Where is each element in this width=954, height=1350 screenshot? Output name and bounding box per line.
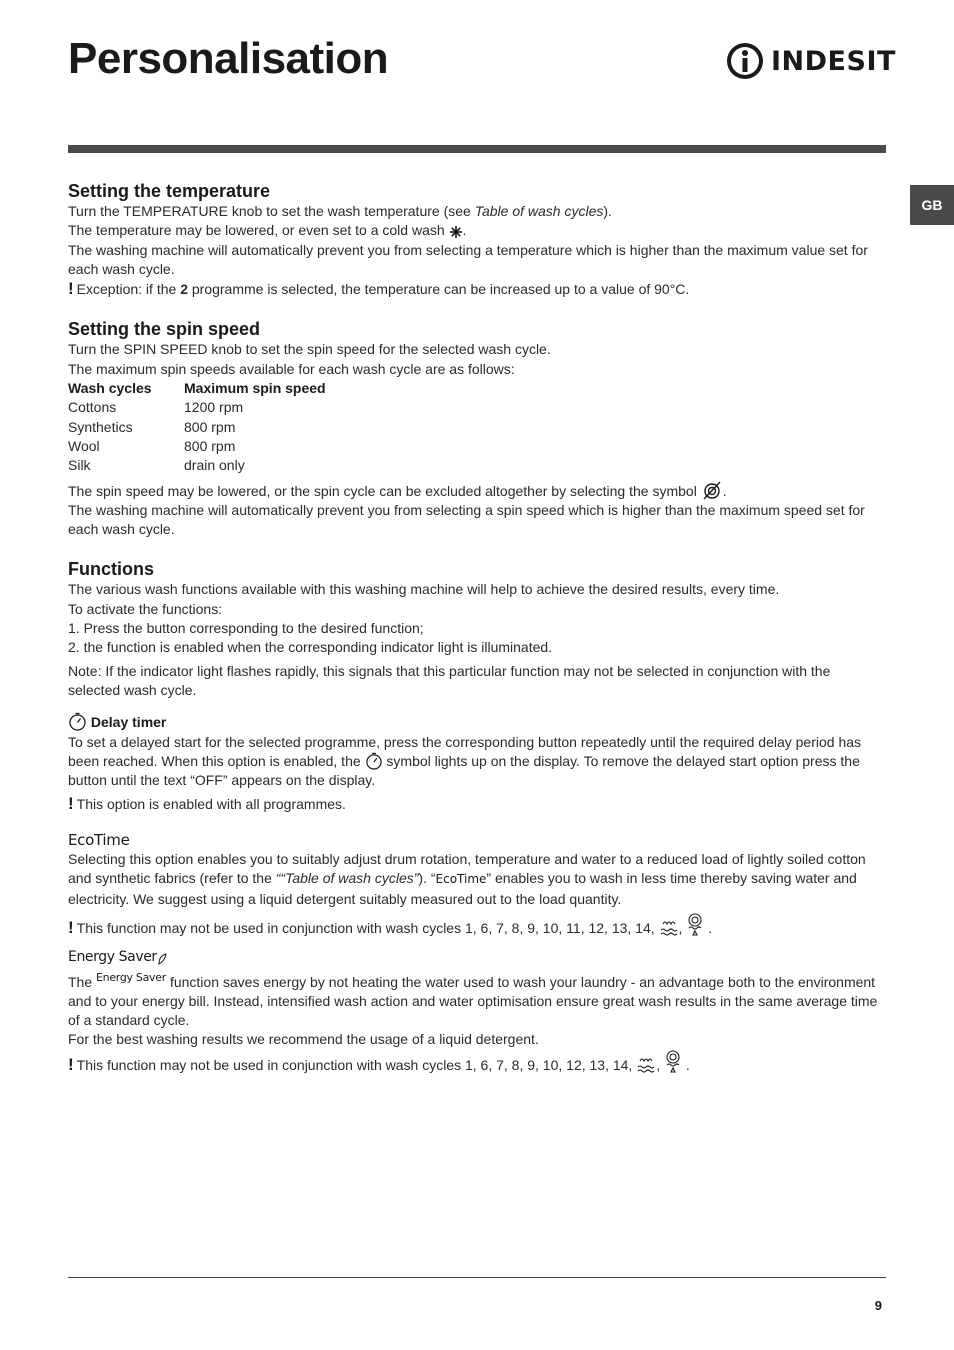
functions-note: Note: If the indicator light flashes rapidly, this signals that this particular function may not be selected in conjunction with the selected wash cycle.	[68, 662, 831, 698]
functions-section	[68, 559, 886, 1075]
content	[68, 181, 886, 1095]
no-spin-icon	[701, 480, 723, 500]
table-header: Wash cycles	[68, 380, 152, 397]
spin-section	[68, 319, 886, 539]
temperature-text-3: The washing machine will automatically prevent you from selecting a temperature which is higher than the maximum value set for each wash cycle.	[68, 241, 868, 277]
spin-text-2: The maximum spin speeds available for each wash cycle are as follows:	[68, 360, 515, 377]
wool-cycle-icon	[659, 919, 679, 937]
page-number: 9	[874, 1298, 882, 1313]
footer-rule	[68, 1277, 886, 1278]
spin-text-4: The washing machine will automatically prevent you from selecting a spin speed which is higher than the maximum speed set for each wash cycle.	[68, 501, 865, 538]
delay-timer-block	[68, 712, 886, 814]
table-cell-speed: 1200 rpm	[184, 399, 244, 416]
functions-text-2: To activate the functions:	[68, 600, 223, 617]
brand-wordmark: INDESIT	[771, 45, 896, 77]
table-cell-cycle: Wool	[68, 437, 100, 454]
warning-mark: !	[68, 1054, 74, 1074]
spin-text-1: Turn the SPIN SPEED knob to set the spin speed for the selected wash cycle.	[68, 341, 551, 358]
delay-timer-heading: Delay timer	[68, 712, 886, 732]
language-tab: GB	[910, 185, 954, 225]
silk-cycle-icon	[686, 913, 704, 937]
temperature-text-2: The temperature may be lowered, or even set to a cold wash .	[68, 222, 467, 239]
functions-step-1: 1. Press the button corresponding to the desired function;	[68, 620, 424, 637]
table-cell-cycle: Silk	[68, 457, 91, 474]
spin-heading: Setting the spin speed	[68, 319, 261, 340]
temperature-section	[68, 181, 886, 299]
table-header: Maximum spin speed	[184, 380, 326, 397]
functions-text-1: The various wash functions available with this washing machine will help to achieve the desired results, every time.	[68, 581, 780, 598]
functions-step-2: 2. the function is enabled when the corresponding indicator light is illuminated.	[68, 639, 553, 656]
timer-icon	[68, 712, 87, 731]
warning-mark: !	[68, 794, 74, 814]
ecotime-block	[68, 831, 886, 938]
timer-icon	[365, 752, 383, 770]
ecotime-inline-logo: EcoTime	[435, 872, 487, 887]
energy-saver-logo: Energy Saver	[68, 948, 886, 967]
energy-saver-inline-logo: Energy Saver	[96, 970, 166, 984]
temperature-text-1: Turn the TEMPERATURE knob to set the wash temperature (see Table of wash cycles).	[68, 203, 612, 219]
indesit-i-icon	[725, 40, 765, 82]
silk-cycle-icon	[664, 1050, 682, 1074]
energy-saver-block	[68, 948, 886, 1075]
temperature-heading: Setting the temperature	[68, 181, 271, 201]
functions-heading: Functions	[68, 559, 154, 580]
spin-speed-table	[68, 379, 886, 475]
table-cell-speed: 800 rpm	[184, 418, 236, 435]
table-cell-cycle: Synthetics	[68, 418, 133, 435]
header-rule	[68, 145, 886, 153]
temperature-exception: ! Exception: if the 2 programme is selected, the temperature can be increased up to a value of 90°C.	[68, 279, 690, 299]
energy-saver-text-2: For the best washing results we recommend the usage of a liquid detergent.	[68, 1031, 539, 1048]
delay-timer-warning: ! This option is enabled with all programmes.	[68, 794, 346, 814]
table-cell-cycle: Cottons	[68, 399, 117, 416]
page-title: Personalisation	[68, 34, 389, 83]
ecotime-logo: EcoTime	[68, 830, 130, 849]
delay-timer-text: To set a delayed start for the selected programme, press the corresponding button repeatedly until the required delay period has been reached. When this option is enabled, the symbol lights up on the display. To remove the delayed start option press the button until the text “OFF” appears on the display.	[68, 733, 862, 789]
ecotime-warning: ! This function may not be used in conjunction with wash cycles 1, 6, 7, 8, 9, 10, 11, 12, 13, 14, , .	[68, 913, 886, 938]
warning-mark: !	[68, 917, 74, 937]
energy-saver-text: The Energy Saver function saves energy by not heating the water used to wash your laundry - an advantage both to the environment and to your energy bill. Instead, intensified wash action and water optimisation ensure great wash results in the same average time of a standard cycle.	[68, 968, 886, 1031]
ecotime-text: Selecting this option enables you to suitably adjust drum rotation, temperature and water to a reduced load of lightly soiled cotton and synthetic fabrics (refer to the ““Table of wash cycles”). “EcoTime” enables you to wash in less time thereby saving water and electricity. We suggest using a liquid detergent suitably measured out to the load quantity.	[68, 851, 866, 907]
leaf-icon	[157, 953, 167, 965]
brand-logo	[725, 40, 896, 82]
snowflake-icon	[449, 225, 463, 239]
table-cell-speed: 800 rpm	[184, 437, 236, 454]
warning-mark: !	[68, 279, 74, 299]
spin-text-3: The spin speed may be lowered, or the spin cycle can be excluded altogether by selecting the symbol .	[68, 480, 886, 501]
table-cell-speed: drain only	[184, 457, 245, 474]
wool-cycle-icon	[636, 1056, 656, 1074]
energy-saver-warning: ! This function may not be used in conjunction with wash cycles 1, 6, 7, 8, 9, 10, 12, 13, 14, , .	[68, 1050, 886, 1075]
